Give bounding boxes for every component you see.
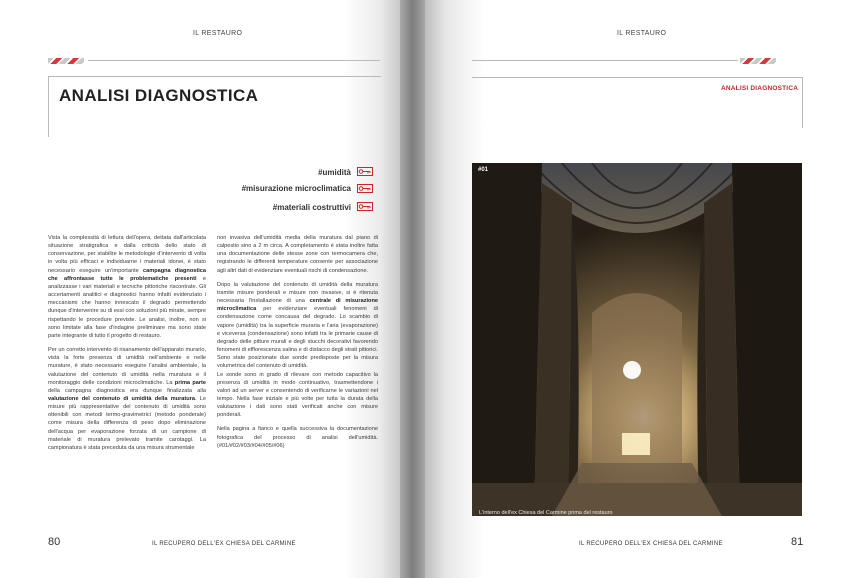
- tag-materiali-costruttivi: #materiali costruttivi: [272, 203, 351, 212]
- footer-right: IL RECUPERO DELL'EX CHIESA DEL CARMINE: [579, 541, 723, 547]
- highlight: valutazione del contenuto di umidità della muratura: [48, 395, 195, 402]
- key-icon: [357, 184, 373, 193]
- text: Dopo la valutazione del contenuto di umidità della muratura tramite misure ponderali e misure non invasive, si è ritenuta necessaria l'installazione di una: [217, 281, 378, 305]
- header-rule-left: [88, 60, 380, 61]
- text-column-2: [217, 234, 378, 456]
- highlight: centrale di misurazione microclimatica: [217, 298, 378, 313]
- page-title: ANALISI DIAGNOSTICA: [59, 86, 259, 105]
- paragraph: [217, 281, 378, 420]
- text: Nella pagina a fianco e quella successiva la documentazione fotografica del processo di analisi dell'umidità. (#01/#02/#03/#04/#05/#06): [217, 426, 378, 449]
- section-tag: ANALISI DIAGNOSTICA: [721, 85, 799, 92]
- text: Le sonde sono in grado di rilevare con metodo capacitivo la presenza di umidità in modo continuativo, trasmettendone i valori ad un server e consentendo di verificarne le variazioni nel tempo. Nella fase iniziale e più volte per tutta la durata della valutazione i dati sono stati verificati anche con misure ponderali.: [217, 371, 378, 419]
- page-number-right: 81: [791, 536, 804, 548]
- text: della campagna diagnostica era dunque finalizzata alla: [48, 387, 206, 394]
- key-icon: [357, 202, 373, 211]
- photo-caption: L'interno dell'ex Chiesa del Carmine prima del restauro: [479, 510, 613, 516]
- highlight: campagna diagnostica che affrontasse tutte le problematiche presenti: [48, 267, 207, 282]
- decorative-stripes-right: [740, 58, 776, 64]
- running-header-right: IL RESTAURO: [617, 30, 667, 37]
- photo-illustration: [472, 163, 802, 516]
- decorative-stripes-left: [48, 58, 84, 64]
- text: per evidenziare eventuali fenomeni di condensazione come concausa del degrado. Lo scambio di vapore (umidità) tra la superficie muraria e l'aria (evaporazione) e viceversa (condensazione) sono infatti tra le primarie cause di degrado delle pitture murali e degli stucchi decorativi favorendo fenomeni di efflorescenza salina e di distacco degli strati pittorici. Sono state posizionate due sonde predisposte per la misura volumetrica del contenuto di umidità.: [217, 306, 378, 370]
- footer-left: IL RECUPERO DELL'EX CHIESA DEL CARMINE: [152, 541, 296, 547]
- paragraph: [217, 425, 378, 449]
- running-header-left: IL RESTAURO: [193, 30, 243, 37]
- tag-misurazione-microclimatica: #misurazione microclimatica: [241, 184, 351, 193]
- left-page: [0, 0, 400, 578]
- text: Vista la complessità di lettura dell'opera, dettata dall'articolata situazione stratigrafica e dalla criticità dello stato di conservazione, per stabilire le metodologie d'intervento di volta in volta più efficaci e individuarne i materiali idonei, è stato necessario eseguire un'importante: [48, 235, 206, 274]
- key-icon: [357, 167, 373, 176]
- spine-gutter: [400, 0, 425, 578]
- church-interior-photo: [472, 163, 802, 516]
- text: . Le misure più rappresentative del contenuto di umidità sono ottenibili con metodi termo-gravimetrici (metodo ponderale) come misura della differenza di peso dopo eliminazione dell'acqua per evaporazione forzata di un campione di materiale di muratura prelevato tramite carotaggi. La campionatura è stata preceduta da una misura strumentale: [48, 395, 206, 451]
- paragraph: [48, 234, 206, 340]
- text: Per un corretto intervento di risanamento dell'apparato murario, vista la forte presenza di umidità nell'ambiente e nelle murature, è stato necessario eseguire l'analisi ambientale, la valutazione del contenuto di umidità nella muratura e il monitoraggio delle condizioni microclimatiche. La: [48, 347, 206, 386]
- header-rule-right: [472, 60, 738, 61]
- page-number-left: 80: [48, 536, 61, 548]
- photo-number: #01: [478, 167, 489, 173]
- highlight: prima parte: [174, 379, 206, 386]
- paragraph: [48, 346, 206, 452]
- paragraph: [217, 234, 378, 275]
- tag-umidita: #umidità: [318, 168, 351, 177]
- text: e analizzasse i vari materiali e tecniche pittoriche riscontrate. Gli accertamenti analitici e diagnostici hanno infatti evidenziato i meccanismi che hanno innescato il degrado permettendo dunque d'intervenire su di essi con soluzioni più mirate, sempre rispettando le procedure previste. Le analisi, inoltre, non si sono limitate alla fase d'indagine preliminare ma sono state parte integrante di tutto il progetto di restauro.: [48, 275, 206, 339]
- text-column-1: [48, 234, 206, 458]
- text: non invasiva dell'umidità media della muratura dal piano di calpestio sino a 2 m circa. A completamento è stata inoltre fatta una documentazione delle stesse zone con termocamera che, registrando le differenti temperature consente per associazione agli altri dati di evidenziare eventuali rischi di condensazione.: [217, 235, 378, 274]
